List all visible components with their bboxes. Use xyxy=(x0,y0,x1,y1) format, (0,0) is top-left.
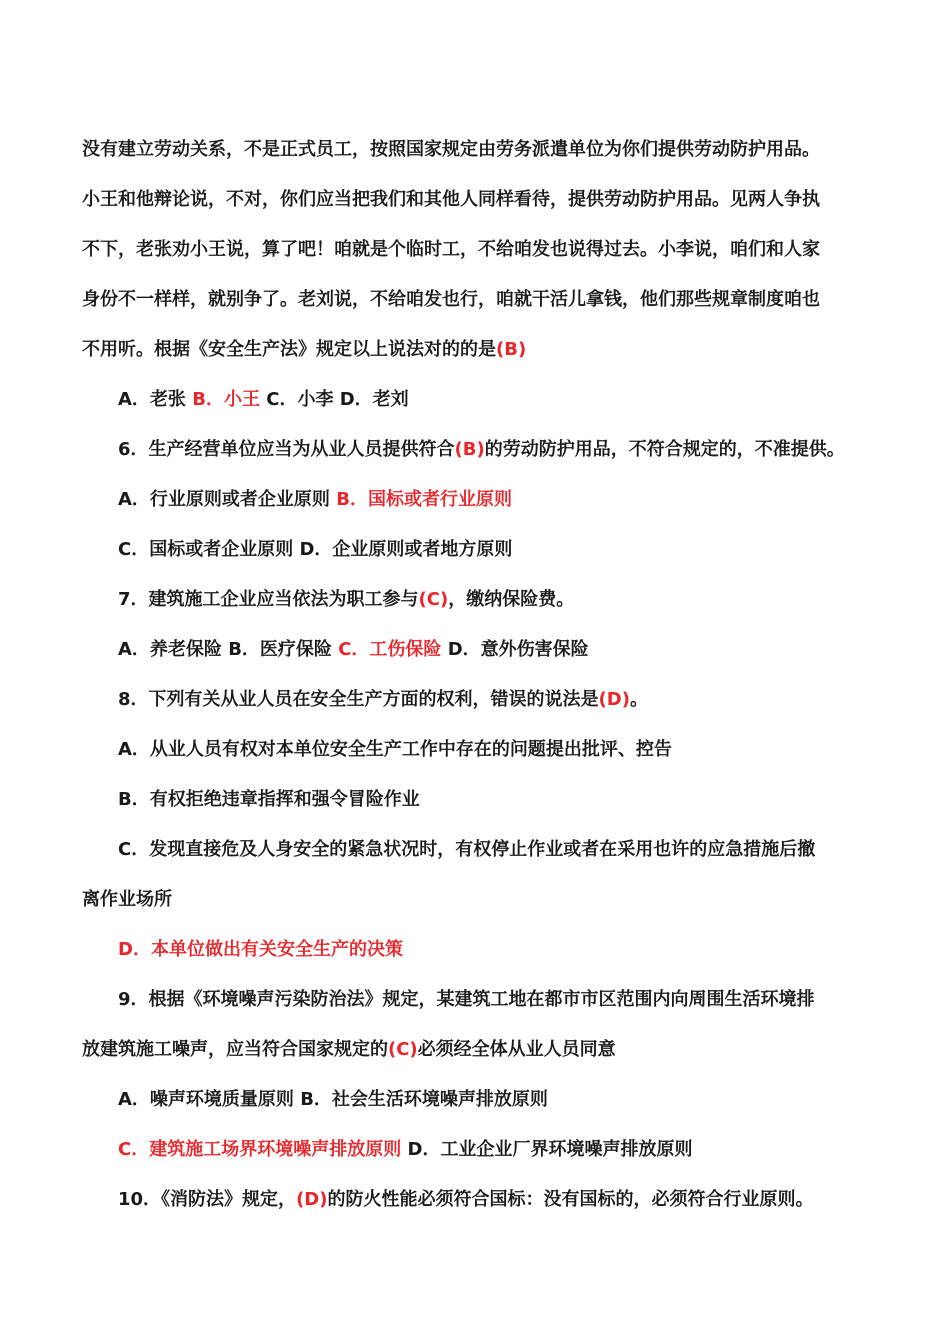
question-text: 6．生产经营单位应当为从业人员提供符合 xyxy=(118,439,455,460)
question-text: 放建筑施工噪声，应当符合国家规定的 xyxy=(82,1039,388,1060)
paragraph-line xyxy=(82,188,820,212)
paragraph-line xyxy=(82,288,820,312)
option-line xyxy=(118,488,512,512)
correct-option: D．本单位做出有关安全生产的决策 xyxy=(118,939,403,960)
option-text: C．小李 D．老刘 xyxy=(266,389,409,410)
question-text: 的劳动防护用品，不符合规定的，不准提供。 xyxy=(484,439,845,460)
question-line xyxy=(118,1188,813,1212)
option-line xyxy=(118,388,409,412)
option-line xyxy=(118,638,589,662)
option-text: A．噪声环境质量原则 B．社会生活环境噪声排放原则 xyxy=(118,1089,548,1110)
question-text: 8．下列有关从业人员在安全生产方面的权利，错误的说法是 xyxy=(118,689,599,710)
option-text: B．有权拒绝违章指挥和强令冒险作业 xyxy=(118,789,420,810)
paragraph-line xyxy=(82,238,820,262)
option-line xyxy=(118,788,420,812)
question-text: 不用听。根据《安全生产法》规定以上说法对的的是 xyxy=(82,339,496,360)
question-text: 。 xyxy=(629,689,648,710)
correct-option: B．小王 xyxy=(192,389,260,410)
option-text: C．发现直接危及人身安全的紧急状况时，有权停止作业或者在采用也许的应急措施后撤 xyxy=(118,839,816,860)
option-text: 离作业场所 xyxy=(82,889,172,910)
option-text: C．国标或者企业原则 D．企业原则或者地方原则 xyxy=(118,539,513,560)
answer-marker: (D) xyxy=(296,1189,328,1210)
answer-marker: (C) xyxy=(418,589,449,610)
option-text: A．从业人员有权对本单位安全生产工作中存在的问题提出批评、控告 xyxy=(118,739,672,760)
option-line xyxy=(118,1138,692,1162)
question-text: 身份不一样样，就别争了。老刘说，不给咱发也行，咱就干活儿拿钱，他们那些规章制度咱也 xyxy=(82,289,820,310)
question-text: ，缴纳保险费。 xyxy=(448,589,575,610)
option-text: A．行业原则或者企业原则 xyxy=(118,489,330,510)
option-line xyxy=(118,538,512,562)
question-text: 没有建立劳动关系，不是正式员工，按照国家规定由劳务派遣单位为你们提供劳动防护用品。 xyxy=(82,139,820,160)
answer-marker: (B) xyxy=(496,339,527,360)
option-text: D．意外伤害保险 xyxy=(447,639,589,660)
question-text: 9．根据《环境噪声污染防治法》规定，某建筑工地在都市市区范围内向周围生活环境排 xyxy=(118,989,815,1010)
answer-marker: (D) xyxy=(598,689,630,710)
option-text: A．养老保险 B．医疗保险 xyxy=(118,639,332,660)
answer-marker: (B) xyxy=(454,439,485,460)
option-line xyxy=(118,738,672,762)
paragraph-line xyxy=(82,138,820,162)
correct-option: C．建筑施工场界环境噪声排放原则 xyxy=(118,1139,402,1160)
question-text: 必须经全体从业人员同意 xyxy=(417,1039,616,1060)
correct-option: C．工伤保险 xyxy=(338,639,442,660)
question-text: 10．《消防法》规定， xyxy=(118,1189,297,1210)
option-line xyxy=(118,1088,548,1112)
option-line xyxy=(118,838,815,862)
question-line xyxy=(118,988,815,1012)
option-text: A．老张 xyxy=(118,389,186,410)
answer-marker: (C) xyxy=(388,1039,418,1060)
question-text: 7．建筑施工企业应当依法为职工参与 xyxy=(118,589,419,610)
question-line xyxy=(118,588,574,612)
option-line xyxy=(82,888,172,912)
option-text: D．工业企业厂界环境噪声排放原则 xyxy=(407,1139,693,1160)
question-text: 小王和他辩论说，不对，你们应当把我们和其他人同样看待，提供劳动防护用品。见两人争执 xyxy=(82,189,820,210)
question-text: 的防火性能必须符合国标：没有国标的，必须符合行业原则。 xyxy=(327,1189,814,1210)
question-line xyxy=(118,688,648,712)
question-line xyxy=(118,438,845,462)
question-line xyxy=(82,1038,616,1062)
paragraph-line xyxy=(82,338,526,362)
correct-option: B．国标或者行业原则 xyxy=(336,489,512,510)
option-line xyxy=(118,938,403,962)
question-text: 不下，老张劝小王说，算了吧！咱就是个临时工，不给咱发也说得过去。小李说，咱们和人家 xyxy=(82,239,820,260)
